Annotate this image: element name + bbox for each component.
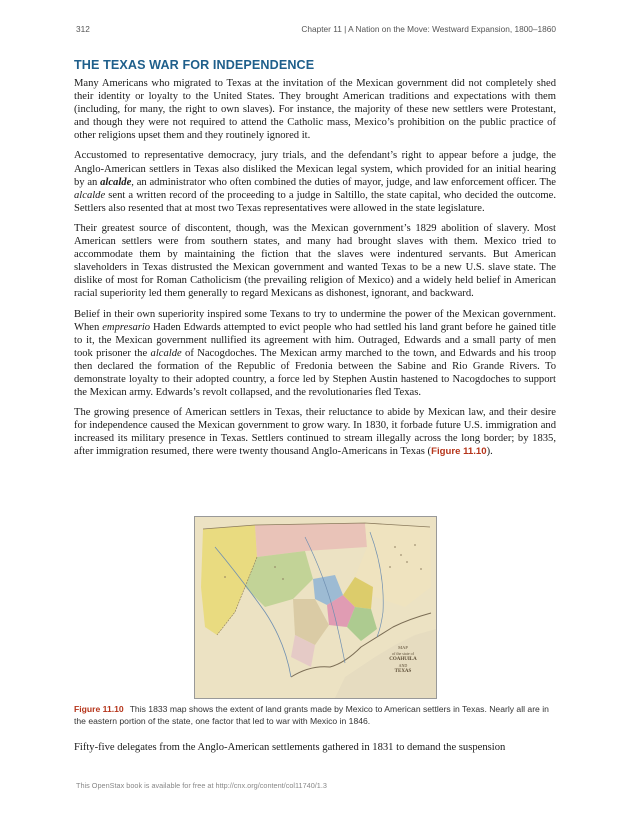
text-run: Many Americans who migrated to Texas at the invitation of the Mexican government did not completely shed their identity or loyalty to the United States. They brought American traditions and expectations with them (including, for many, the right to own slaves). For instance, the majority of these new settlers were Protestant, and though they were not required to attend the Catholic mass, Mexico’s prohibition on the public practice of other religions upset them and they routinely ignored it. [74,78,556,142]
paragraph-6: Fifty-five delegates from the Anglo-American settlements gathered in 1831 to demand the suspension [74,742,506,753]
chapter-header: Chapter 11 | A Nation on the Move: Westward Expansion, 1800–1860 [301,24,556,34]
text-run: Their greatest source of discontent, though, was the Mexican government’s 1829 abolition of slavery. Most American settlers were from southern states, and many had brought slaves with them. Mexico tried to accommodate them by maintaining the fiction that the slaves were indentured servants. But American slaveholders in Texas distrusted the Mexican government and wanted Texas to be a new U.S. slave state. The dislike of most for Roman Catholicism (the prevailing religion of Mexico) and a widely held belief in American racial superiority led them generally to regard Mexicans as dishonest, ignorant, and backward. [74,222,556,300]
map-title-line: TEXAS [394,669,412,674]
map-image [194,516,437,699]
italic-term: alcalde [150,347,182,359]
text-run: , an administrator who often combined the duties of mayor, judge, and law enforcement officer. The [131,176,556,188]
body-text [74,77,556,466]
paragraph-4 [74,308,556,400]
italic-term: empresario [102,321,151,333]
text-run: sent a written record of the proceeding to a judge in Saltillo, the state capital, who decided the outcome. Settlers also resented that at most two Texas representatives were allowed in the state legislature. [74,189,556,214]
text-run: ). [486,446,493,458]
text-run: of Nacogdoches. The Mexican army marched to the town, and Edwards and his troop then declared the formation of the Republic of Fredonia between the Sabine and Rio Grande Rivers. To demonstrate loyalty to their adopted country, a force led by Stephen Austin hastened to Nacogdoches to support the Mexican army. Edwards’s revolt collapsed, and the revolutionaries fled Texas. [74,347,556,399]
paragraph-3 [74,222,556,301]
figure-link[interactable]: Figure 11.10 [431,446,487,458]
map-title-line: COAHUILA [389,657,417,662]
paragraph-2 [74,149,556,214]
paragraph-5 [74,406,556,458]
key-term: alcalde [100,176,132,188]
map-title-line: AND [398,663,408,668]
caption-text: This 1833 map shows the extent of land grants made by Mexico to American settlers in Texas. Nearly all are in the eastern portion of the state, one factor that led to war with Mexico in 1846. [74,704,549,726]
figure-label: Figure 11.10 [74,704,124,714]
footer-text: This OpenStax book is available for free at http://cnx.org/content/col11740/1.3 [76,781,327,790]
text-run: Belief in their own superiority inspired some Texans to try to undermine the power of the Mexican government. When [74,308,556,333]
text-run: Accustomed to representative democracy, jury trials, and the defendant’s right to appear before a judge, the Anglo-American settlers in Texas also disliked the Mexican legal system, which provided for an initial hearing by an [74,150,556,188]
figure-caption [74,704,556,727]
italic-term: alcalde [74,189,106,201]
map-title-line: of the state of [392,651,414,656]
map-title-cartouche [377,645,429,675]
page-number: 312 [76,24,90,34]
section-title: THE TEXAS WAR FOR INDEPENDENCE [74,58,315,72]
text-run: Haden Edwards attempted to evict people who had settled his land grant before he gained title to it, the Mexican government nullified its agreement with him. Outraged, Edwards and a small party of men took prisoner the [74,321,556,359]
paragraph-1 [74,77,556,142]
map-title-line: MAP [398,645,408,650]
text-run: The growing presence of American settlers in Texas, their reluctance to abide by Mexican law, and their desire for independence caused the Mexican government to grow wary. In 1830, it forbade future U.S. immigration and increased its military presence in Texas. Settlers continued to stream illegally across the long border; by 1835, after immigration resumed, there were twenty thousand Anglo-Americans in Texas ( [74,407,556,458]
